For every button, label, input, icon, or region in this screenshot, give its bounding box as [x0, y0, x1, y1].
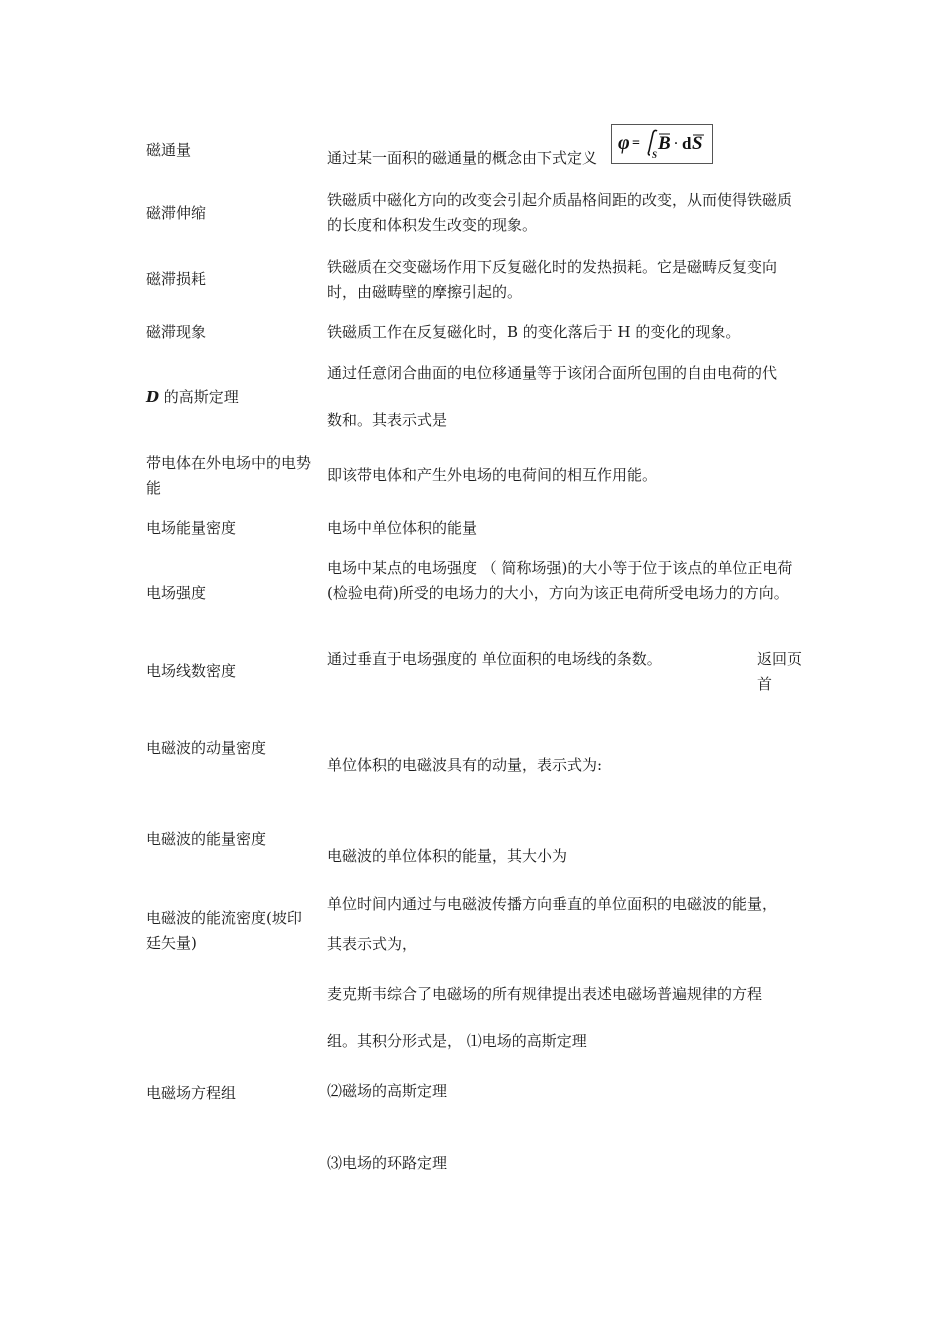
magnetic-flux-formula-image [611, 124, 713, 164]
def-maxwell-line4: ⑶电场的环路定理 [327, 1154, 448, 1172]
def-potential-energy: 即该带电体和产生外电场的电荷间的相互作用能。 [327, 466, 658, 484]
svg-text:S: S [652, 150, 658, 160]
term-hysteresis-loss: 磁滞损耗 [146, 270, 207, 288]
def-field-strength: 电场中某点的电场强度 （ 简称场强)的大小等于位于该点的单位正电荷(检验电荷)所受的电场力的大小，方向为该正电荷所受电场力的方向。 [327, 559, 793, 602]
def-em-energy-density: 电磁波的单位体积的能量，其大小为 [327, 847, 568, 865]
svg-text:=: = [632, 136, 640, 151]
svg-text:·: · [674, 136, 679, 150]
svg-text:φ: φ [618, 132, 630, 154]
def-hysteresis-loss: 铁磁质在交变磁场作用下反复磁化时的发热损耗。它是磁畴反复变向时，由磁畴壁的摩擦引起的。 [327, 258, 778, 301]
def-gauss-law-d-line1: 通过任意闭合曲面的电位移通量等于该闭合面所包围的自由电荷的代 [327, 364, 778, 382]
def-maxwell-line2: 组。其积分形式是， ⑴电场的高斯定理 [327, 1032, 587, 1050]
term-magnetic-flux: 磁通量 [146, 141, 192, 159]
def-field-line-density: 通过垂直于电场强度的 单位面积的电场线的条数。 [327, 650, 662, 668]
svg-text:B: B [658, 133, 671, 154]
term-maxwell-equations: 电磁场方程组 [146, 1084, 237, 1102]
term-em-momentum-density: 电磁波的动量密度 [146, 739, 267, 757]
term-gauss-law-d [146, 385, 239, 410]
term-hysteresis: 磁滞现象 [146, 323, 207, 341]
def-poynting-vector-line1: 单位时间内通过与电磁波传播方向垂直的单位面积的电磁波的能量， [327, 895, 778, 913]
def-gauss-law-d-line2: 数和。其表示式是 [327, 411, 448, 429]
def-magnetostriction: 铁磁质中磁化方向的改变会引起介质晶格间距的改变，从而使得铁磁质的长度和体积发生改变的现象。 [327, 191, 793, 234]
def-field-energy-density: 电场中单位体积的能量 [327, 519, 478, 537]
term-gauss-law-d-label: 的高斯定理 [159, 388, 239, 406]
def-maxwell-line3: ⑵磁场的高斯定理 [327, 1082, 448, 1100]
d-symbol: D [146, 388, 160, 406]
term-poynting-vector: 电磁波的能流密度(坡印廷矢量) [146, 909, 302, 952]
term-field-line-density: 电场线数密度 [146, 662, 237, 680]
svg-text:d: d [682, 134, 692, 153]
svg-text:S: S [692, 133, 703, 154]
def-em-momentum-density: 单位体积的电磁波具有的动量，表示式为: [327, 756, 603, 774]
def-hysteresis: 铁磁质工作在反复磁化时，B 的变化落后于 H 的变化的现象。 [327, 323, 741, 341]
def-poynting-vector-line2: 其表示式为， [327, 935, 418, 953]
def-maxwell-line1: 麦克斯韦综合了电磁场的所有规律提出表述电磁场普遍规律的方程 [327, 985, 763, 1003]
term-field-energy-density: 电场能量密度 [146, 519, 237, 537]
back-to-top-link[interactable]: 返回页首 [757, 650, 803, 693]
term-potential-energy: 带电体在外电场中的电势能 [146, 454, 312, 497]
term-magnetostriction: 磁滞伸缩 [146, 204, 207, 222]
term-field-strength: 电场强度 [146, 584, 207, 602]
term-em-energy-density: 电磁波的能量密度 [146, 830, 267, 848]
def-magnetic-flux: 通过某一面积的磁通量的概念由下式定义 [327, 149, 598, 167]
